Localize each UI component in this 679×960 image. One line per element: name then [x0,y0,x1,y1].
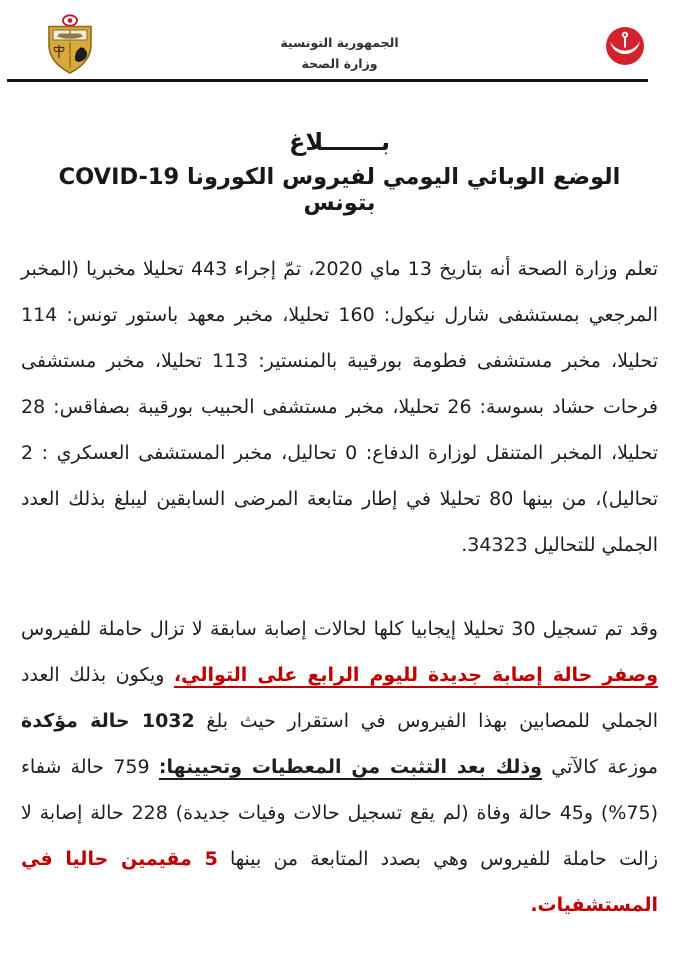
communique-kicker: بـــــــلاغ [288,127,391,156]
text-run: 759 حالة شفاء (75%) و45 حالة وفاة (لم يقع تسجيل حالات وفيات جديدة) 228 حالة إصابة لا زالت حاملة للفيروس وهي بصدد المتابعة من بينها [21,755,659,870]
page-title: الوضع الوبائي اليومي لفيروس الكورونا COVID-19 بتونس [58,163,621,216]
text-run-confirmed-total: 1032 حالة مؤكدة [21,709,195,732]
text-run-verified-note: وذلك بعد التثبت من المعطيات وتحيينها: [158,755,542,778]
header-divider [7,79,648,82]
text-run: وقد تم تسجيل 30 تحليلا إيجابيا كلها لحالات إصابة سابقة لا تزال حاملة للفيروس [21,617,658,640]
paragraph-lab-tests [21,246,658,568]
text-run: ويكون بذلك العدد الجملي للمصابين بهذا الفيروس في استقرار حيث بلغ [21,663,658,732]
header-titles [0,32,679,74]
text-run-highlight-zero-new-cases: وصفر حالة إصابة جديدة لليوم الرابع على التوالي، [173,663,658,686]
document-header [0,0,679,79]
ministry-title: وزارة الصحة [301,56,378,71]
paragraph-case-counts [21,606,658,928]
document-body [0,128,679,928]
ministry-of-health-emblem-icon [605,26,645,66]
text-run: موزعة كالآتي [541,755,659,778]
text-run-hospitalized: 5 مقيمين حاليا في المستشفيات. [21,847,658,916]
republic-title: الجمهورية التونسية [280,35,399,50]
text-run: تعلم وزارة الصحة أنه بتاريخ 13 ماي 2020، تمّ إجراء 443 تحليلا مخبريا (المخبر المرجعي بمستشفى شارل نيكول: 160 تحليلا، مخبر معهد باستور تونس: 114 تحليلا، مخبر مستشفى فطومة بورقيبة بالمنستير: 113 تحليلا، مخبر مستشفى فرحات حشاد بسوسة: 26 تحليلا، مخبر مستشفى الحبيب بورقيبة بصفاقس: 28 تحليلا، المخبر المتنقل لوزارة الدفاع: 0 تحاليل، مخبر المستشفى العسكري : 2 تحاليل)، من بينها 80 تحليلا في إطار متابعة المرضى السابقين ليبلغ بذلك العدد الجملي للتحاليل 34323. [21,257,659,556]
